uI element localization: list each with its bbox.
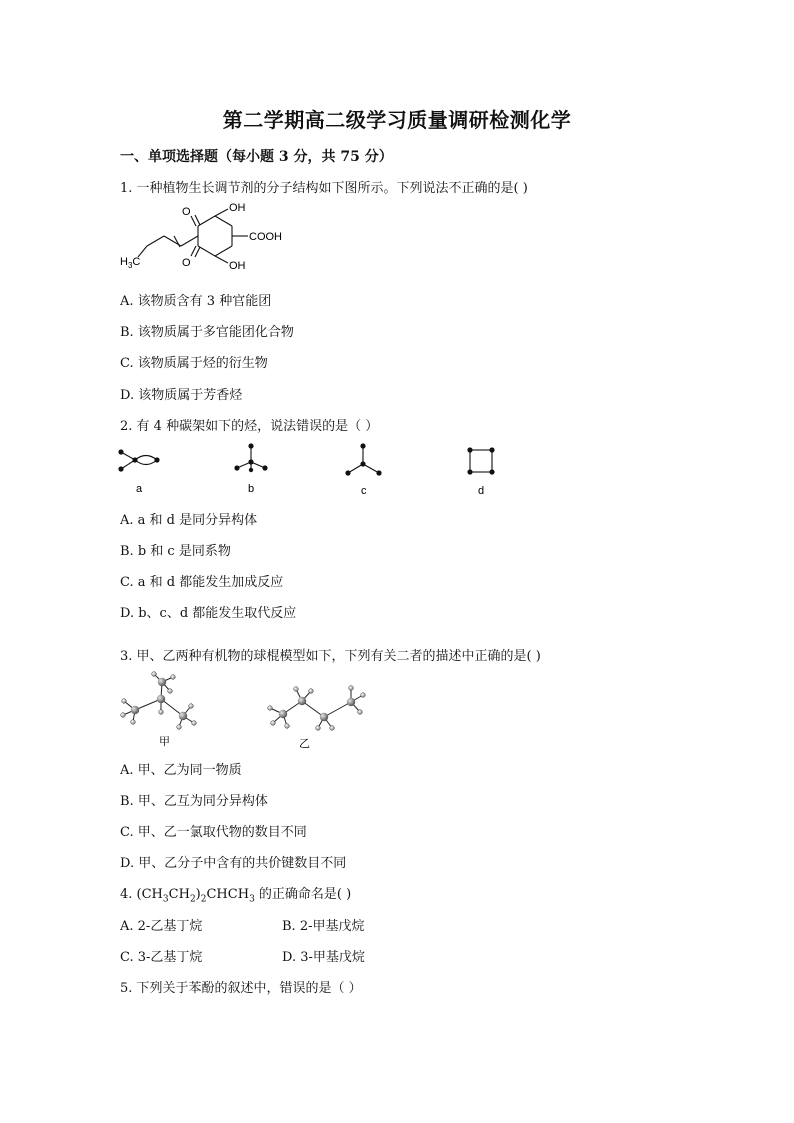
oh-bond: [215, 256, 228, 263]
skeleton-label-c: c: [361, 485, 367, 497]
q3-option-b: B. 甲、乙互为同分异构体: [120, 794, 268, 809]
model-yi: [270, 688, 363, 728]
q4-option-c: C. 3-乙基丁烷: [120, 950, 203, 965]
co-bond: [195, 247, 200, 257]
q1-option-a: A. 该物质含有 3 种官能团: [120, 294, 272, 309]
q1-option-c: C. 该物质属于烃的衍生物: [120, 356, 268, 371]
q4-option-b: B. 2-甲基戊烷: [282, 919, 365, 934]
q2-option-c: C. a 和 d 都能发生加成反应: [120, 575, 284, 590]
q3-option-d: D. 甲、乙分子中含有的共价键数目不同: [120, 856, 347, 871]
q4-option-a: A. 2-乙基丁烷: [120, 919, 203, 934]
cooh-label: COOH: [249, 231, 282, 243]
skeleton-c: [348, 446, 379, 473]
skeleton-label-d: d: [478, 485, 485, 497]
skeleton-b: [237, 446, 265, 470]
section-heading: 一、单项选择题（每小题 3 分，共 75 分）: [120, 149, 393, 165]
skeleton-a: [121, 452, 157, 469]
oxygen-label: O: [182, 206, 191, 218]
model-label-yi: 乙: [299, 738, 310, 750]
co-bond: [195, 215, 200, 225]
co-bond: [191, 216, 196, 226]
ring-bond: [215, 216, 232, 226]
ring-bond: [198, 246, 215, 256]
q3-option-a: A. 甲、乙为同一物质: [120, 763, 242, 778]
q4-option-d: D. 3-甲基戊烷: [282, 950, 365, 965]
oh-label: OH: [229, 260, 246, 272]
q1-structure-diagram: [118, 203, 318, 275]
q2-carbon-skeletons: [115, 440, 505, 500]
q1-option-b: B. 该物质属于多官能团化合物: [120, 325, 294, 340]
ring-bond: [215, 246, 232, 256]
page-title: 第二学期高二级学习质量调研检测化学: [222, 108, 572, 132]
q3-ball-stick-models: [115, 668, 380, 750]
co-bond: [174, 236, 180, 247]
ring-bond: [198, 216, 215, 226]
skeleton-label-a: a: [136, 483, 143, 495]
q3-stem: 3. 甲、乙两种有机物的球棍模型如下，下列有关二者的描述中正确的是( ): [120, 649, 541, 664]
co-bond: [191, 246, 196, 256]
q2-option-b: B. b 和 c 是同系物: [120, 544, 231, 559]
oh-label: OH: [229, 203, 246, 214]
ch3-label: $H_3C$: [120, 256, 141, 270]
oh-bond: [215, 209, 228, 216]
skeleton-d: [470, 450, 492, 472]
skeleton-label-b: b: [248, 483, 255, 495]
q4-stem: 4. $(CH_3CH_2)_2CHCH_3$ 的正确命名是( ): [120, 887, 352, 905]
q1-option-d: D. 该物质属于芳香烃: [120, 388, 243, 403]
q2-option-a: A. a 和 d 是同分异构体: [120, 513, 258, 528]
chain-bond: [181, 236, 198, 246]
q1-stem: 1. 一种植物生长调节剂的分子结构如下图所示。下列说法不正确的是( ): [120, 181, 528, 196]
oxygen-label: O: [182, 257, 191, 269]
q5-stem: 5. 下列关于苯酚的叙述中，错误的是（ ）: [120, 981, 362, 996]
chain-bond: [147, 236, 164, 246]
q3-option-c: C. 甲、乙一氯取代物的数目不同: [120, 825, 307, 840]
q2-stem: 2. 有 4 种碳架如下的烃，说法错误的是（ ）: [120, 419, 379, 434]
q2-option-d: D. b、c、d 都能发生取代反应: [120, 606, 297, 621]
model-label-jia: 甲: [159, 736, 170, 748]
